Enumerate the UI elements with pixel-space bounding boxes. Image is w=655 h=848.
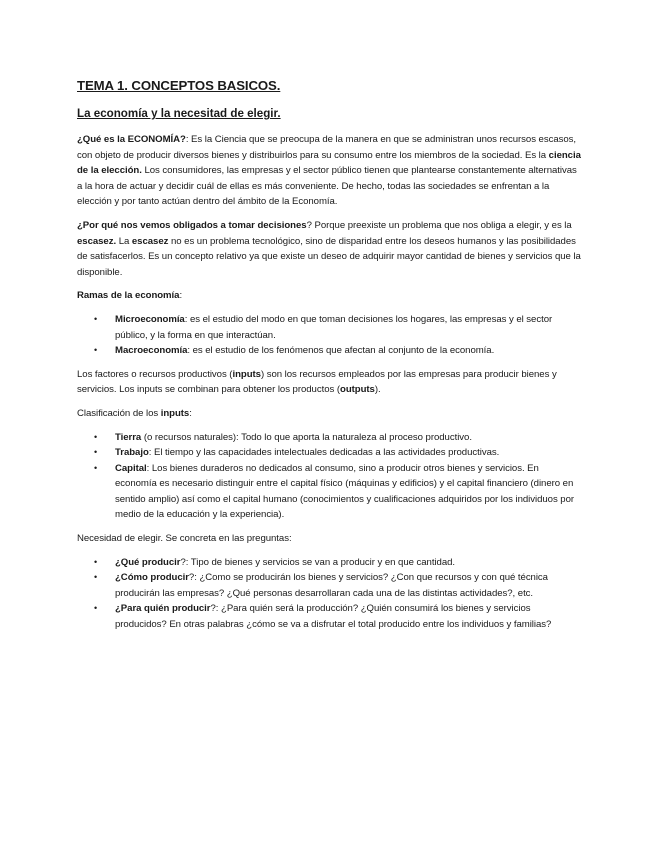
bold-term: outputs [340,384,375,396]
bold-term: inputs [232,368,261,380]
question-what-is-economy: ¿Qué es la ECONOMÍA? [77,134,186,145]
paragraph-text: no es un problema tecnológico, sino de disparidad entre los deseos humanos y las posibilidades de satisfacerlos. Es un concepto relativo ya que existe un deseo de adquirir mayor cantidad de bienes y servicios que la disponible. [77,235,581,278]
item-text: ?: ¿Como se producirán los bienes y servicios? ¿Con que recursos y con qué técnica producirán las empresas? ¿Qué personas desarrollaran cada una de las distintas actividades?, etc. [115,572,548,599]
bold-term: Macroeconomía [115,345,188,357]
paragraph-text: La [116,235,132,247]
bullet-icon: • [94,556,98,567]
bullet-icon: • [94,447,98,458]
heading-colon: : [179,290,183,302]
paragraph-inputs [77,367,583,398]
heading-ramas [77,288,583,304]
heading-text: Clasificación de los [77,407,161,419]
item-text: ?: ¿Para quién será la producción? ¿Quién consumirá los bienes y servicios producidos? En otras palabras ¿cómo se va a disfrutar el total producido entre los individuos y familias? [115,603,552,631]
bold-term: Capital [115,462,147,474]
heading-clasificacion [77,406,583,422]
heading-text: Ramas de la economía [77,290,180,302]
bold-term: escasez. [77,235,117,247]
bold-term: Tierra [115,431,142,443]
section-subtitle: La economía y la necesitad de elegir. [77,107,281,120]
paragraph-text: Los factores o recursos productivos ( [77,368,233,380]
bold-term: ciencia de la elección. [77,149,581,177]
paragraph-text: ). [374,384,381,396]
question-why-decide: ¿Por qué nos vemos obligados a tomar decisiones [77,219,307,231]
bold-term: inputs [160,407,190,419]
heading-necesidad: Necesidad de elegir. Se concreta en las preguntas: [77,533,292,545]
paragraph-text: : Es la Ciencia que se preocupa de la manera en que se administran unos recursos escasos, con objeto de producir diversos bienes y distribuirlos para su consumo entre los miembros de la sociedad. Es la [77,134,577,161]
list-ramas [77,312,583,359]
paragraph-text: Los consumidores, las empresas y el sector público tienen que plantearse constantemente alternativas a la hora de actuar y decidir cuál de ellas es más conveniente. De hecho, todas las sociedades se enfrentan a la elección y por tanto actúan dentro del ámbito de la Economía. [77,165,577,208]
bullet-icon: • [94,313,98,324]
bullet-icon: • [94,462,98,473]
list-clasificacion [77,430,583,524]
heading-colon: : [189,407,192,419]
list-item [94,430,583,446]
item-text: : El tiempo y las capacidades intelectuales dedicadas a las actividades productivas. [148,447,500,459]
paragraph-text: ) son los recursos empleados por las empresas para producir bienes y servicios. Los inputs se combinan para obtener los productos ( [77,368,557,396]
bold-term: ¿Qué producir [115,556,181,568]
bold-term: ¿Para quién producir [115,603,211,615]
item-text: (o recursos naturales): Todo lo que aporta la naturaleza al proceso productivo. [141,431,472,443]
paragraph-why-decide [77,218,583,280]
list-item [94,461,583,523]
item-text: : es el estudio de los fenómenos que afectan al conjunto de la economía. [187,345,495,357]
list-item [94,343,583,359]
list-item [94,601,583,632]
list-item [94,570,583,601]
list-item [94,312,583,343]
item-text: : es el estudio del modo en que toman decisiones los hogares, las empresas y el sector público, y la forma en que interactúan. [115,313,553,341]
bold-term: escasez [131,235,169,247]
bullet-icon: • [94,572,98,583]
bold-term: Microeconomía [115,313,185,325]
list-necesidad [77,555,583,633]
item-text: : Los bienes duraderos no dedicados al consumo, sino a producir otros bienes y servicios. En economía es necesario distinguir entre el capital físico (máquinas y edificios) y el capital financiero (dinero en sentido amplio) así como el capital humano (conocimientos y cualificaciones adquiridos por los individuos por medio de la educación y la experiencia). [115,462,575,521]
bullet-icon: • [94,431,98,442]
item-text: ?: Tipo de bienes y servicios se van a producir y en que cantidad. [180,556,456,568]
list-item [94,555,583,571]
bold-term: Trabajo [115,447,149,459]
paragraph-text: ? Porque preexiste un problema que nos obliga a elegir, y es la [306,219,572,231]
bullet-icon: • [94,603,98,614]
document-title: TEMA 1. CONCEPTOS BASICOS. [77,78,281,93]
bullet-icon: • [94,345,98,356]
bold-term: ¿Cómo producir [115,572,189,584]
paragraph-what-is-economy [77,132,583,210]
list-item [94,445,583,461]
